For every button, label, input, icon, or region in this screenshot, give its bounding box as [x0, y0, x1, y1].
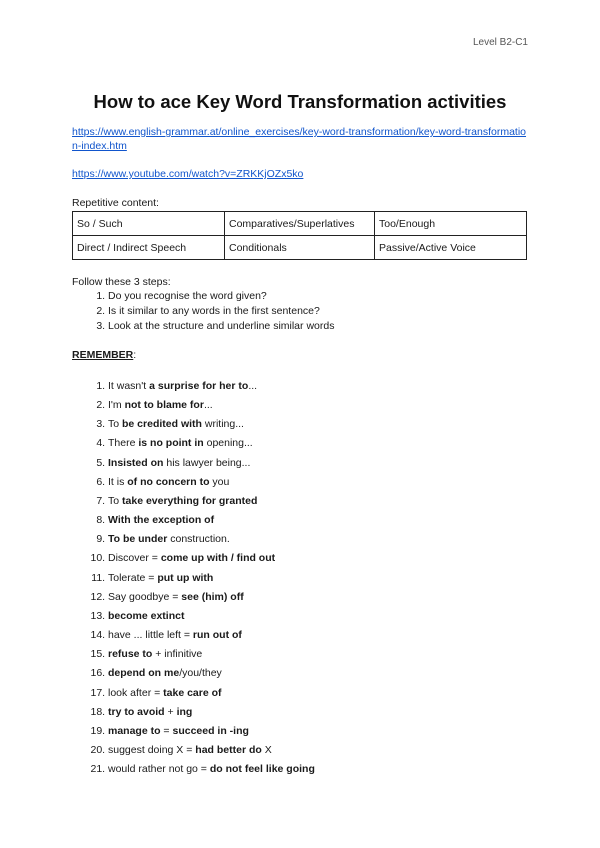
- phrase-text: you: [209, 475, 230, 488]
- key-phrase: Insisted on: [108, 456, 164, 469]
- grammar-exercises-link[interactable]: https://www.english-grammar.at/online_exercises/key-word-transformation/key-word-transformation-index.htm: [72, 126, 527, 152]
- phrase-text: There: [108, 437, 139, 450]
- table-cell: Passive/Active Voice: [375, 236, 527, 260]
- remember-item: [108, 607, 548, 626]
- remember-item: [108, 760, 548, 779]
- remember-item: [108, 569, 548, 588]
- key-phrase: put up with: [157, 571, 214, 584]
- phrase-text: + infinitive: [152, 648, 203, 661]
- phrase-text: +: [164, 705, 177, 718]
- phrase-text: To: [108, 494, 123, 507]
- table-cell: Direct / Indirect Speech: [73, 236, 225, 260]
- remember-item: [108, 664, 548, 683]
- key-phrase: refuse to: [108, 648, 153, 661]
- repetitive-content-table: [72, 211, 527, 260]
- key-phrase: become extinct: [108, 609, 185, 622]
- remember-label: REMEMBER: [72, 349, 134, 361]
- phrase-text: his lawyer being...: [163, 456, 251, 469]
- link-block-2: [72, 168, 303, 180]
- remember-item: [108, 511, 548, 530]
- remember-item: [108, 684, 548, 703]
- key-phrase: a surprise for her to: [149, 380, 249, 392]
- phrase-text: have ... little left =: [108, 629, 193, 642]
- key-phrase: depend on me: [108, 667, 180, 680]
- key-phrase: take care of: [163, 686, 222, 699]
- phrase-text: suggest doing X =: [108, 743, 196, 756]
- remember-item: [108, 473, 548, 492]
- table-cell: Comparatives/Superlatives: [225, 212, 375, 236]
- key-phrase: try to avoid: [108, 705, 165, 718]
- phrase-text: ...: [248, 380, 258, 392]
- phrase-text: It is: [108, 475, 128, 488]
- phrase-text: look after =: [108, 686, 164, 699]
- key-phrase: had better do: [195, 743, 262, 756]
- remember-item: [108, 530, 548, 549]
- repetitive-content-label: Repetitive content:: [72, 197, 159, 209]
- key-phrase: is no point in: [138, 437, 204, 450]
- key-phrase: be credited with: [122, 418, 202, 431]
- phrase-text: opening...: [203, 437, 253, 450]
- remember-item: [108, 703, 548, 722]
- remember-item: [108, 396, 548, 415]
- key-phrase: succeed in -ing: [172, 724, 249, 737]
- link-block-1: [72, 125, 530, 153]
- remember-item: [108, 492, 548, 511]
- page-title: How to ace Key Word Transformation activities: [93, 91, 507, 112]
- level-label: Level B2-C1: [472, 37, 528, 48]
- key-phrase: see (him) off: [181, 590, 244, 603]
- remember-item: [108, 434, 548, 453]
- remember-item: [108, 741, 548, 760]
- key-phrase: not to blame for: [124, 399, 204, 412]
- step-item: 2. Is it similar to any words in the first sentence?: [108, 304, 528, 319]
- remember-item: [108, 377, 548, 396]
- key-phrase: do not feel like going: [209, 763, 315, 776]
- remember-colon: :: [133, 349, 137, 361]
- table-cell: So / Such: [73, 212, 225, 236]
- phrase-text: /you/they: [179, 667, 222, 680]
- phrase-text: Tolerate =: [108, 571, 158, 584]
- phrase-text: writing...: [201, 418, 244, 431]
- phrase-text: Discover =: [108, 552, 161, 565]
- key-phrase: come up with / find out: [160, 552, 276, 565]
- table-cell: Conditionals: [225, 236, 375, 260]
- key-phrase: of no concern to: [127, 475, 210, 488]
- remember-item: [108, 454, 548, 473]
- table-cell: Too/Enough: [375, 212, 527, 236]
- youtube-link[interactable]: https://www.youtube.com/watch?v=ZRKKjOZx5ko: [72, 168, 304, 180]
- steps-label: Follow these 3 steps:: [72, 276, 171, 288]
- remember-item: [108, 722, 548, 741]
- key-phrase: With the exception of: [108, 514, 215, 527]
- phrase-text: =: [160, 724, 173, 737]
- key-phrase: ing: [176, 705, 193, 718]
- key-phrase: To be under: [108, 533, 168, 546]
- phrase-text: ...: [203, 399, 213, 412]
- remember-heading: [72, 349, 136, 361]
- remember-list: [72, 377, 548, 779]
- table-row: [73, 212, 527, 236]
- key-phrase: run out of: [192, 629, 242, 642]
- remember-item: [108, 588, 548, 607]
- phrase-text: I'm: [108, 399, 125, 412]
- phrase-text: To: [108, 418, 123, 431]
- phrase-text: Say goodbye =: [108, 590, 182, 603]
- phrase-text: X: [261, 743, 272, 756]
- phrase-text: It wasn't: [108, 380, 150, 392]
- step-item: 1. Do you recognise the word given?: [108, 289, 528, 304]
- key-phrase: manage to: [108, 724, 161, 737]
- table-row: [73, 236, 527, 260]
- phrase-text: construction.: [167, 533, 230, 546]
- remember-item: [108, 415, 548, 434]
- step-item: 3. Look at the structure and underline similar words: [108, 319, 528, 334]
- phrase-text: would rather not go =: [108, 763, 210, 776]
- remember-item: [108, 549, 548, 568]
- steps-list: [72, 289, 528, 334]
- key-phrase: take everything for granted: [122, 494, 258, 507]
- remember-item: [108, 645, 548, 664]
- remember-item: [108, 626, 548, 645]
